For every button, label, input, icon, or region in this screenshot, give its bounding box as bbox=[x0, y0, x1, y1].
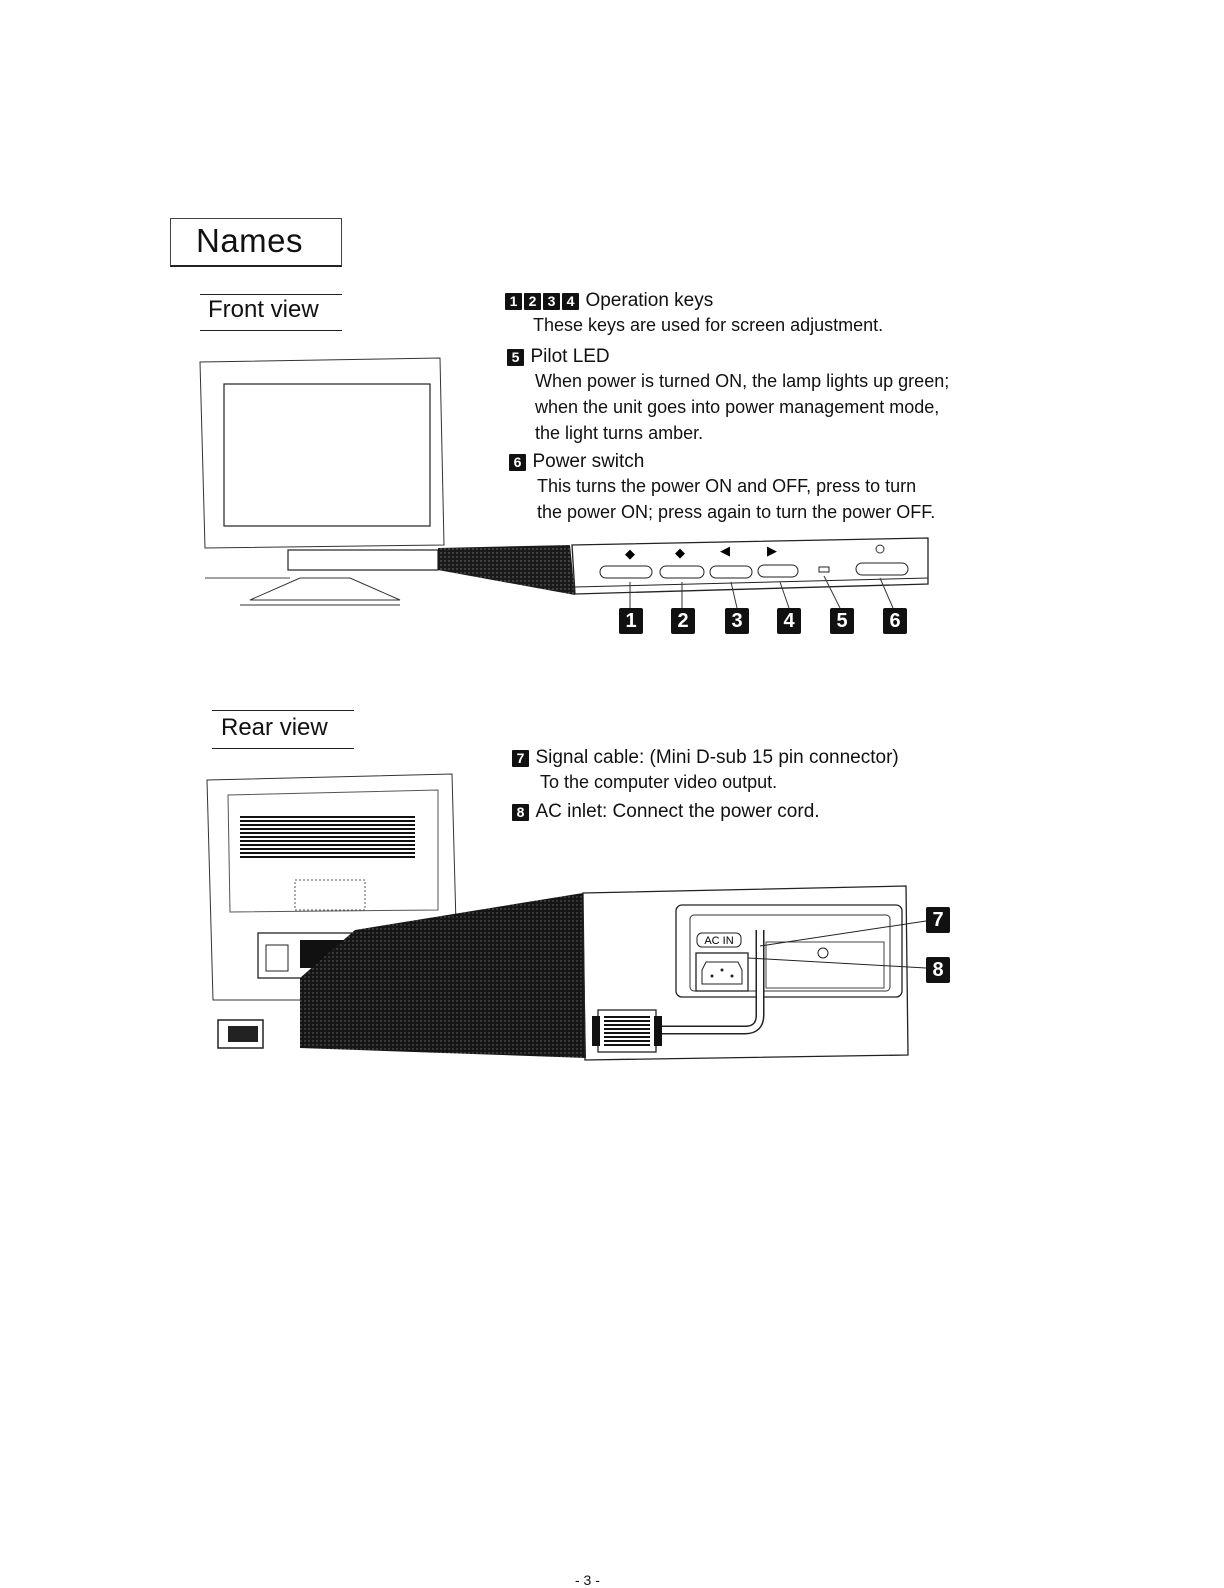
rear-view-heading: Rear view bbox=[221, 714, 328, 741]
badge-8: 8 bbox=[512, 804, 529, 821]
callout-8: 8 bbox=[926, 957, 950, 983]
callout-4: 4 bbox=[777, 608, 801, 634]
rear-view-rule-bottom bbox=[212, 748, 354, 749]
item-desc: These keys are used for screen adjustment. bbox=[533, 315, 884, 335]
callout-6: 6 bbox=[883, 608, 907, 634]
callout-7: 7 bbox=[926, 907, 950, 933]
front-view-rule-bottom bbox=[200, 330, 342, 331]
ac-in-label: AC IN bbox=[704, 935, 734, 947]
item-desc-line: the light turns amber. bbox=[535, 423, 704, 443]
page-title: Names bbox=[196, 222, 304, 259]
item-desc-line: To the computer video output. bbox=[540, 772, 778, 792]
item-title: AC inlet: Connect the power cord. bbox=[535, 801, 820, 822]
item-desc-line: When power is turned ON, the lamp lights up green; bbox=[535, 371, 950, 391]
callout-5: 5 bbox=[830, 608, 854, 634]
badge-1: 1 bbox=[505, 293, 522, 310]
item-title: Operation keys bbox=[585, 290, 714, 311]
svg-text:◆: ◆ bbox=[625, 546, 635, 561]
badge-4: 4 bbox=[562, 293, 579, 310]
svg-text:◀: ◀ bbox=[720, 543, 730, 558]
callout-3: 3 bbox=[725, 608, 749, 634]
front-view-illustration bbox=[195, 350, 975, 660]
item-desc-line: This turns the power ON and OFF, press to turn bbox=[537, 476, 917, 496]
svg-text:◆: ◆ bbox=[675, 545, 685, 560]
page-number: - 3 - bbox=[575, 1572, 600, 1588]
badge-3: 3 bbox=[543, 293, 560, 310]
callout-1: 1 bbox=[619, 608, 643, 634]
item-title: Signal cable: (Mini D-sub 15 pin connector) bbox=[535, 747, 899, 768]
badge-6: 6 bbox=[509, 454, 526, 471]
front-item-operation-keys bbox=[505, 290, 1005, 338]
svg-text:▶: ▶ bbox=[767, 543, 777, 558]
item-title: Pilot LED bbox=[530, 346, 610, 367]
item-title: Power switch bbox=[532, 451, 645, 472]
rear-view-rule-top bbox=[212, 710, 354, 711]
item-desc-line: when the unit goes into power management mode, bbox=[535, 397, 940, 417]
rear-view-illustration bbox=[200, 770, 960, 1070]
item-desc-line: the power ON; press again to turn the power OFF. bbox=[537, 502, 936, 522]
badge-7: 7 bbox=[512, 750, 529, 767]
badge-5: 5 bbox=[507, 349, 524, 366]
front-view-rule-top bbox=[200, 294, 342, 295]
callout-2: 2 bbox=[671, 608, 695, 634]
front-view-heading: Front view bbox=[208, 296, 319, 323]
badge-2: 2 bbox=[524, 293, 541, 310]
